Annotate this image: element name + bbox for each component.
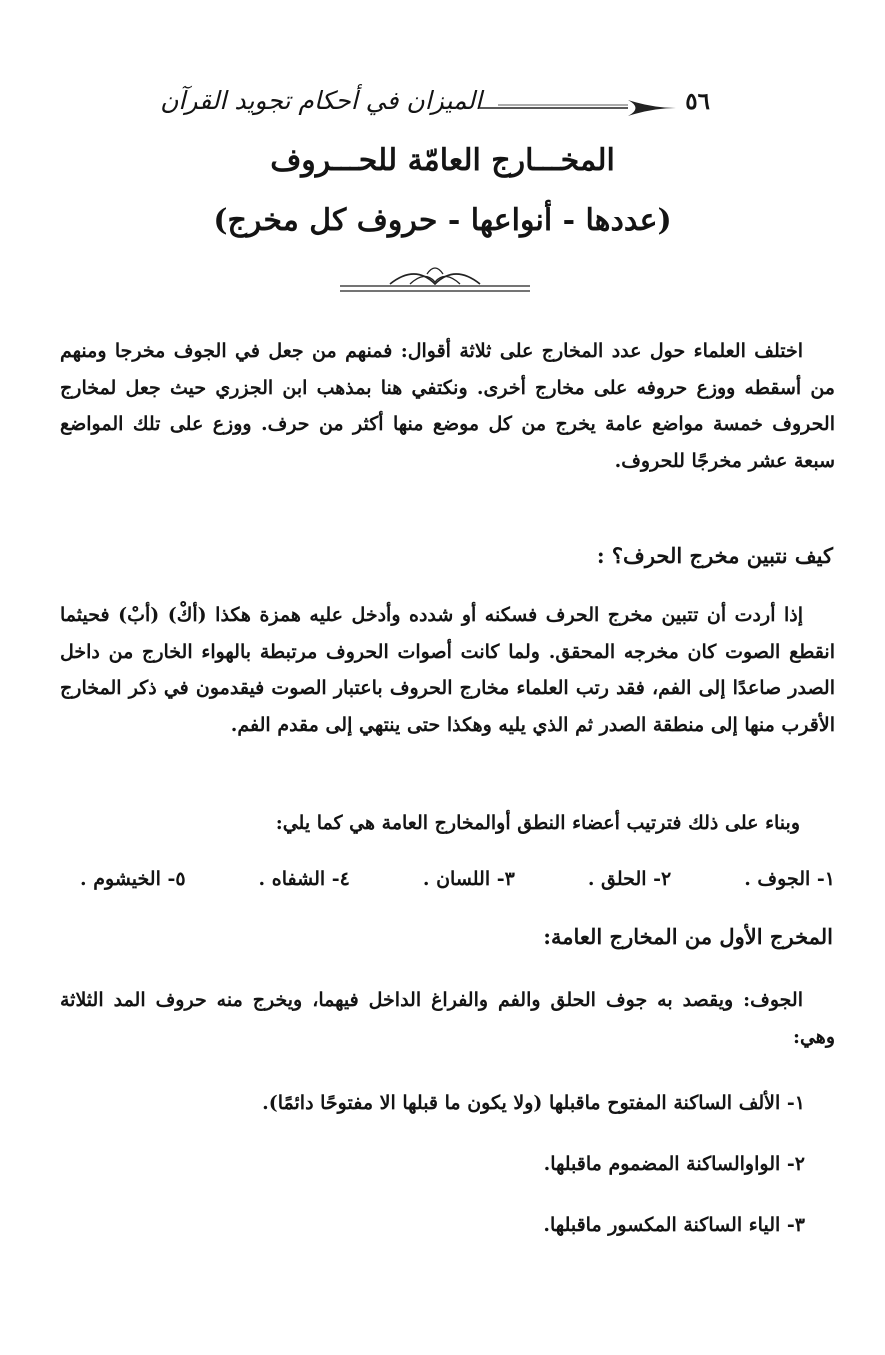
chapter-title: المخـــارج العامّة للحـــروف bbox=[270, 143, 615, 178]
list-item: ٢- الواوالساكنة المضموم ماقبلها. bbox=[543, 1153, 805, 1175]
running-header bbox=[130, 80, 710, 130]
page-number: ٥٦ bbox=[685, 88, 710, 115]
list-item: ٥- الخيشوم . bbox=[80, 868, 186, 890]
list-item: ٤- الشفاه . bbox=[258, 868, 350, 890]
list-item: ٢- الحلق . bbox=[587, 868, 672, 890]
list-item: ٣- الياء الساكنة المكسور ماقبلها. bbox=[543, 1214, 805, 1236]
organs-list bbox=[80, 868, 835, 900]
intro-paragraph: اختلف العلماء حول عدد المخارج على ثلاثة أقوال: فمنهم من جعل في الجوف مخرجا ومنهم من أسقطه ووزع حروفه على مخارج أخرى. ونكتفي هنا بمذهب ابن الجزري حيث جعل لمخارج الحروف خمسة مواضع عامة يخرج من كل موضع منها أكثر من حرف. ووزع على تلك المواضع سبعة عشر مخرجًا للحروف. bbox=[60, 340, 835, 472]
first-exit-heading: المخرج الأول من المخارج العامة: bbox=[543, 924, 833, 949]
list-item: ١- الجوف . bbox=[744, 868, 835, 890]
list-item: ٣- اللسان . bbox=[422, 868, 515, 890]
header-flourish-ornament bbox=[478, 98, 678, 118]
list-item: ١- الألف الساكنة المفتوح ماقبلها (ولا يكون ما قبلها الا مفتوحًا دائمًا). bbox=[262, 1092, 805, 1114]
divider-ornament bbox=[335, 264, 535, 300]
definition-term: الجوف: bbox=[743, 989, 803, 1011]
definition-text: ويقصد به جوف الحلق والفم والفراغ الداخل فيهما، ويخرج منه حروف المد الثلاثة وهي: bbox=[60, 989, 835, 1048]
chapter-subtitle: (عددها - أنواعها - حروف كل مخرج) bbox=[213, 203, 672, 238]
book-title: الميزان في أحكام تجويد القرآن bbox=[160, 86, 482, 115]
how-heading: كيف نتبين مخرج الحرف؟ : bbox=[596, 543, 833, 568]
first-exit-definition bbox=[60, 982, 835, 1055]
order-intro: وبناء على ذلك فترتيب أعضاء النطق أوالمخارج العامة هي كما يلي: bbox=[275, 812, 800, 834]
how-paragraph: إذا أردت أن تتبين مخرج الحرف فسكنه أو شدده وأدخل عليه همزة هكذا (أكْ) (أبْ) فحيثما انقطع الصوت كان مخرجه المحقق. ولما كانت أصوات الحروف مرتبطة بالهواء الخارج من داخل الصدر صاعدًا إلى الفم، فقد رتب العلماء مخارج الحروف باعتبار الصوت فيقدمون في ذكر المخارج الأقرب منها إلى منطقة الصدر ثم الذي يليه وهكذا حتى ينتهي إلى مقدم الفم. bbox=[60, 604, 835, 736]
